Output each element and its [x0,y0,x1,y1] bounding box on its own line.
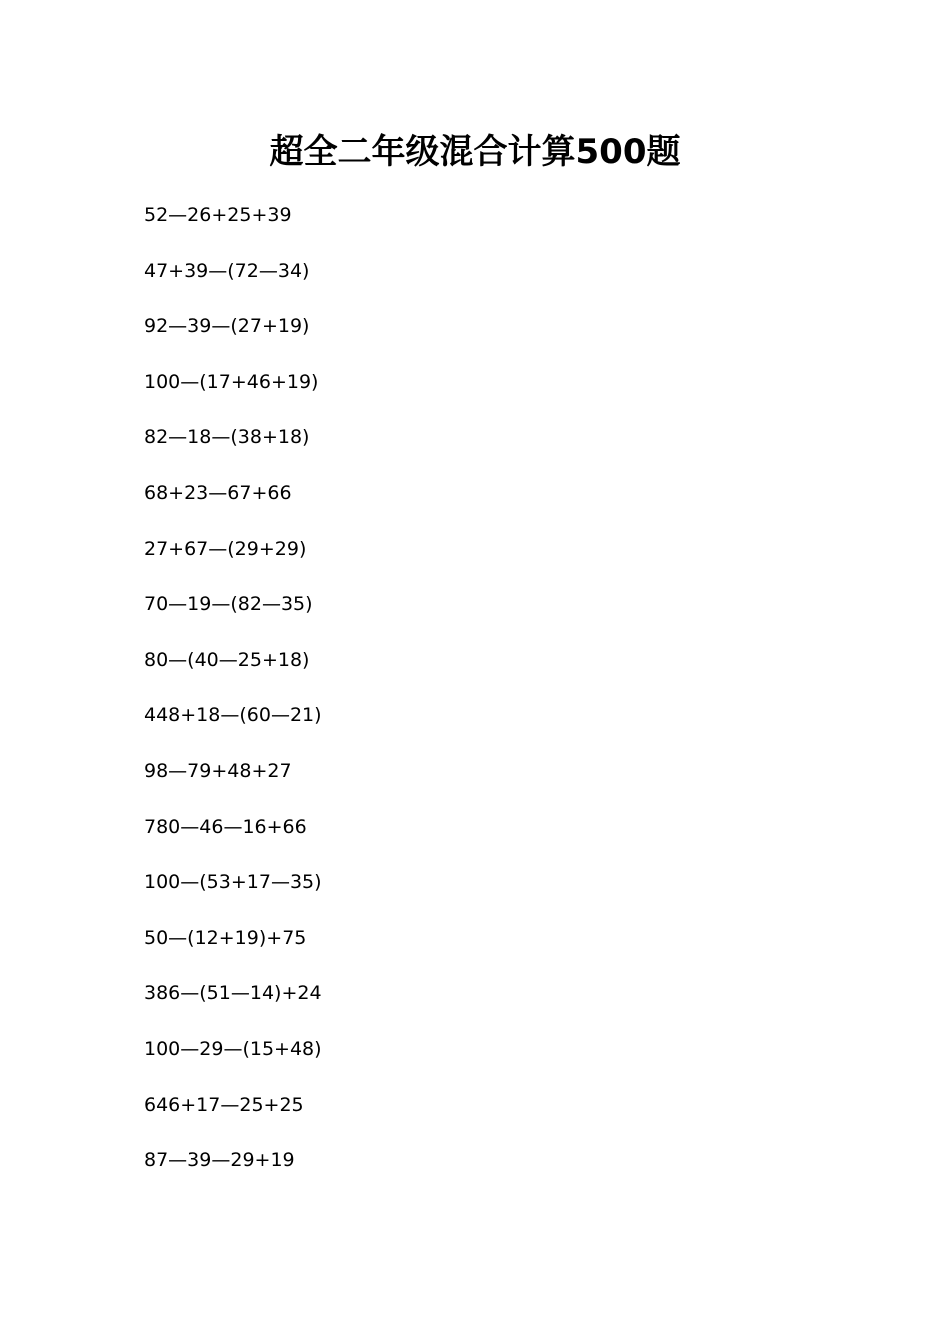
problem-item: 100—29—(15+48) [144,1037,322,1060]
problem-item: 87—39—29+19 [144,1149,295,1172]
problem-item: 646+17—25+25 [144,1093,304,1116]
problem-item: 70—19—(82—35) [144,593,313,616]
problem-item: 448+18—(60—21) [144,704,322,727]
problem-item: 386—(51—14)+24 [144,982,322,1005]
problem-item: 52—26+25+39 [144,204,292,226]
problem-item: 100—(17+46+19) [144,370,319,393]
problem-item: 50—(12+19)+75 [144,926,307,949]
problem-item: 780—46—16+66 [144,815,307,838]
page-title: 超全二年级混合计算500题 [269,132,681,172]
problem-item: 68+23—67+66 [144,481,292,504]
problem-item: 47+39—(72—34) [144,259,310,282]
problem-item: 98—79+48+27 [144,759,292,782]
problem-item: 100—(53+17—35) [144,871,322,894]
problem-item: 82—18—(38+18) [144,426,310,449]
problem-list [144,200,322,1201]
problem-item: 92—39—(27+19) [144,315,310,338]
problem-item: 27+67—(29+29) [144,537,307,560]
problem-item: 80—(40—25+18) [144,648,310,671]
